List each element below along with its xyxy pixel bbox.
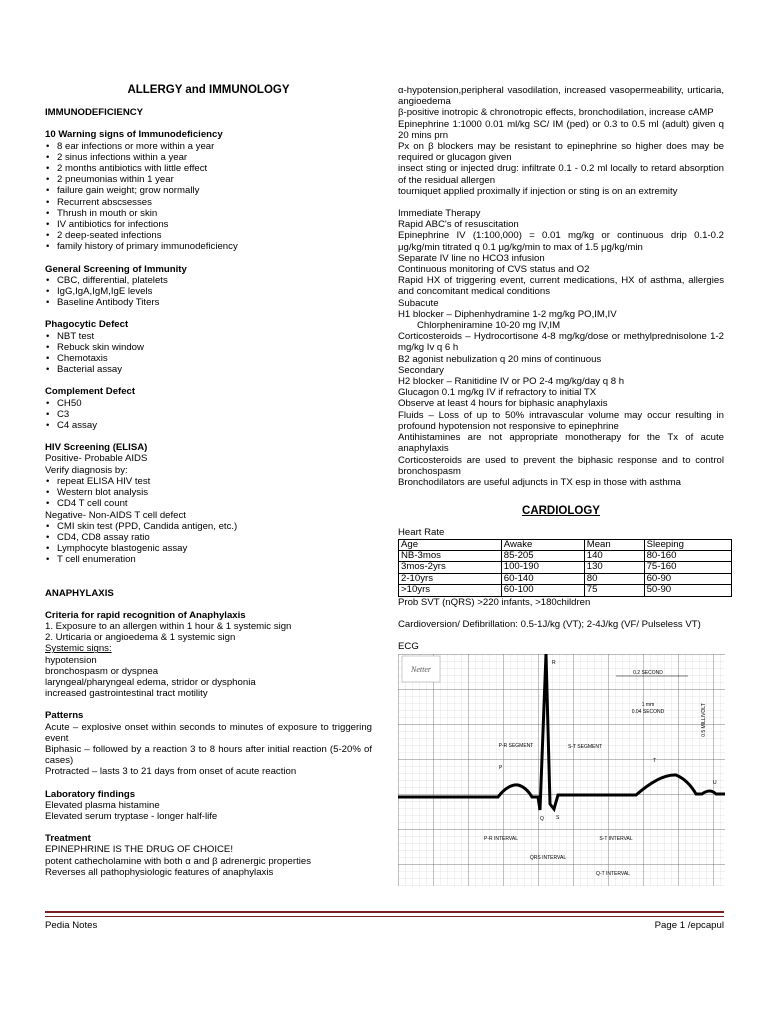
list-item: • failure gain weight; grow normally [45,185,372,196]
table-row [399,573,732,584]
ecg-label: ECG [398,640,419,652]
epi-line: Px on β blockers may be resistant to epinephrine so higher does may be required or glucagon given [398,141,724,164]
table-cell: 75 [584,585,644,596]
criteria-heading: Criteria for rapid recognition of Anaphylaxis [45,609,246,621]
table-cell: 3mos-2yrs [399,562,502,573]
list-item: • 8 ear infections or more within a year [45,141,372,152]
list-item: • CMI skin test (PPD, Candida antigen, etc.) [45,521,372,532]
list-item: • CD4 T cell count [45,498,372,509]
criteria-1: 1. Exposure to an allergen within 1 hour & 1 systemic sign [45,620,292,632]
cardioversion-line: Cardioversion/ Defibrillation: 0.5-1J/kg (VT); 2-4J/kg (VF/ Pulseless VT) [398,618,701,630]
hiv-verify: Verify diagnosis by: [45,464,128,476]
hiv-negative: Negative- Non-AIDS T cell defect [45,509,186,521]
footer-rule [45,911,724,917]
list-item: • CBC, differential, platelets [45,275,372,286]
criteria-2: 2. Urticaria or angioedema & 1 systemic sign [45,632,236,644]
list-item: • 2 pneumonias within 1 year [45,174,372,185]
pattern-biphasic: Biphasic – followed by a reaction 3 to 8 hours after initial reaction (5-20% of cases) [45,743,372,767]
ecg-svg [398,654,725,886]
epi-line: α-hypotension,peripheral vasodilation, increased vasopermeability, urticaria, angioedema [398,85,724,108]
warning-signs-heading: 10 Warning signs of Immunodeficiency [45,129,223,141]
table-cell: 75-160 [644,562,731,573]
warning-signs-list [45,141,372,253]
therapy-line: Corticosteroids are used to prevent the biphasic response and to control bronchospasm [398,454,724,477]
list-item: • CD4, CD8 assay ratio [45,532,372,543]
therapy-line: Separate IV line no HCO3 infusion [398,252,545,264]
chlorpheniramine-line: Chlorpheniramine 10-20 mg IV,IM [417,320,561,332]
list-item: • C3 [45,409,372,420]
heart-rate-table [398,539,732,597]
therapy-line: H1 blocker – Diphenhydramine 1-2 mg/kg PO,IM,IV [398,308,617,320]
table-row [399,562,732,573]
therapy-line: Observe at least 4 hours for biphasic anaphylaxis [398,398,608,410]
table-cell: 140 [584,550,644,561]
footer-left: Pedia Notes [45,920,98,931]
table-cell: 85-205 [501,550,584,561]
ecg-label-tiny: 0.04 SECOND [631,709,665,716]
ecg-label-small: 0.2 SECOND [633,670,663,677]
list-item: • IgG,IgA,IgM,IgE levels [45,286,372,297]
epi-line: tourniquet applied proximally if injection or sting is on an extremity [398,185,678,197]
therapy-line: Subacute [398,297,439,309]
epi-line: β-positive inotropic & chronotropic effects, bronchodilation, increase cAMP [398,107,714,119]
cardiology-heading: CARDIOLOGY [522,505,600,518]
list-item: • IV antibiotics for infections [45,219,372,230]
ecg-q: Q [540,816,544,823]
table-cell: 60-140 [501,573,584,584]
list-item: • 2 sinus infections within a year [45,152,372,163]
table-row [399,550,732,561]
therapy-line: Bronchodilators are useful adjuncts in TX esp in those with asthma [398,476,681,488]
treatment-heading: Treatment [45,833,91,845]
therapy-line: Antihistamines are not appropriate monotherapy for the Tx of acute anaphylaxis [398,432,724,455]
ecg-label-st-int: S-T INTERVAL [599,836,633,843]
list-item: increased gastrointestinal tract motility [45,688,208,700]
table-header-cell: Age [399,539,502,550]
immunodeficiency-heading: IMMUNODEFICIENCY [45,107,144,119]
table-cell: 130 [584,562,644,573]
list-item: • NBT test [45,331,372,342]
table-cell: 2-10yrs [399,573,502,584]
svt-line: Prob SVT (nQRS) >220 infants, >180children [398,596,591,608]
therapy-line: Rapid ABC's of resuscitation [398,219,519,231]
list-item: Elevated serum tryptase - longer half-life [45,810,218,822]
page-footer [45,911,724,931]
list-item: • T cell enumeration [45,554,372,565]
heart-rate-label: Heart Rate [398,527,445,539]
list-item: • Rebuck skin window [45,342,372,353]
list-item: • Bacterial assay [45,364,372,375]
list-item: Elevated plasma histamine [45,799,160,811]
list-item: EPINEPHRINE IS THE DRUG OF CHOICE! [45,844,233,856]
hiv-heading: HIV Screening (ELISA) [45,442,148,454]
list-item: • Western blot analysis [45,487,372,498]
therapy-line: H2 blocker – Ranitidine IV or PO 2-4 mg/kg/day q 8 h [398,376,625,388]
table-cell: 100-190 [501,562,584,573]
phagocytic-heading: Phagocytic Defect [45,319,129,331]
table-cell: 60-90 [644,573,731,584]
table-cell: >10yrs [399,585,502,596]
therapy-line: Rapid HX of triggering event, current medications, HX of asthma, allergies and concomitant medical conditions [398,275,724,298]
ecg-label-st-seg: S-T SEGMENT [567,744,603,751]
table-header-row [399,539,732,550]
table-row [399,585,732,596]
footer-right: Page 1 /epcapul [654,920,724,931]
therapy-line: Continuous monitoring of CVS status and O2 [398,264,590,276]
ecg-figure [398,654,725,886]
lab-heading: Laboratory findings [45,788,136,800]
ecg-label-qrs: QRS INTERVAL [529,855,567,862]
screening-heading: General Screening of Immunity [45,263,187,275]
list-item: • Thrush in mouth or skin [45,208,372,219]
table-cell: NB-3mos [399,550,502,561]
therapy-line: Secondary [398,364,444,376]
therapy-line: B2 agonist nebulization q 20 mins of continuous [398,353,602,365]
therapy-line: Immediate Therapy [398,208,481,220]
list-item: • CH50 [45,398,372,409]
list-item: • repeat ELISA HIV test [45,476,372,487]
ecg-label-pr-seg: P-R SEGMENT [498,743,534,750]
svg-text:Netter: Netter [411,665,431,675]
table-cell: 80-160 [644,550,731,561]
list-item: laryngeal/pharyngeal edema, stridor or dysphonia [45,676,256,688]
table-cell: 60-100 [501,585,584,596]
complement-heading: Complement Defect [45,386,136,398]
systemic-signs-label: Systemic signs: [45,643,112,655]
list-item: • 2 months antibiotics with little effect [45,163,372,174]
table-header-cell: Awake [501,539,584,550]
ecg-s: S [556,815,560,822]
ecg-u: U [713,780,717,787]
list-item: • 2 deep-seated infections [45,230,372,241]
list-item: • Chemotaxis [45,353,372,364]
list-item: • Lymphocyte blastogenic assay [45,543,372,554]
pattern-acute: Acute – explosive onset within seconds to minutes of exposure to triggering event [45,721,372,744]
ecg-label-pr-int: P-R INTERVAL [484,836,518,843]
ecg-r: R [552,660,556,667]
ecg-label-qt: Q-T INTERVAL [596,871,630,878]
epi-line: insect sting or injected drug: infiltrate 0.1 - 0.2 ml locally to retard absorption of the residual allergen [398,163,724,186]
table-cell: 50-90 [644,585,731,596]
therapy-line: Epinephrine IV (1:100,000) = 0.01 mg/kg or continuous drip 0.1-0.2 μg/kg/min titrated q 0.1 μg/kg/min to max of 1.5 μg/kg/min [398,230,724,253]
therapy-line: Glucagon 0.1 mg/kg IV if refractory to initial TX [398,387,597,399]
left-column [45,85,372,878]
list-item: • family history of primary immunodeficiency [45,241,372,252]
right-column [398,85,724,886]
therapy-line: Fluids – Loss of up to 50% intravascular volume may occur resulting in profound hypotension not responsive to epinephrine [398,409,724,432]
list-item: • C4 assay [45,420,372,431]
list-item: • Recurrent abscsesses [45,197,372,208]
patterns-heading: Patterns [45,710,84,722]
list-item: bronchospasm or dyspnea [45,665,159,677]
epi-line: Epinephrine 1:1000 0.01 ml/kg SC/ IM (ped) or 0.3 to 0.5 ml (adult) given q 20 mins prn [398,118,724,141]
table-header-cell: Mean [584,539,644,550]
ecg-grid [398,654,725,886]
ecg-t: T [653,758,657,765]
ecg-label-mv: 0.5 MILLIVOLT [701,703,707,737]
therapy-line: Corticosteroids – Hydrocortisone 4-8 mg/kg/dose or methylprednisolone 1-2 mg/kg Iv q 6 h [398,331,724,354]
table-header-cell: Sleeping [644,539,731,550]
ecg-p: P [499,765,503,772]
ecg-label-1mm: 1 mm [641,702,655,709]
pattern-protracted: Protracted – lasts 3 to 21 days from onset of acute reaction [45,766,297,778]
list-item: hypotension [45,654,97,666]
anaphylaxis-heading: ANAPHYLAXIS [45,587,114,599]
page-title: ALLERGY and IMMUNOLOGY [127,84,290,96]
list-item: • Baseline Antibody Titers [45,297,372,308]
hiv-positive: Positive- Probable AIDS [45,453,148,465]
table-cell: 80 [584,573,644,584]
list-item: potent cathecholamine with both α and β adrenergic properties [45,855,311,867]
list-item: Reverses all pathophysiologic features of anaphylaxis [45,866,274,878]
